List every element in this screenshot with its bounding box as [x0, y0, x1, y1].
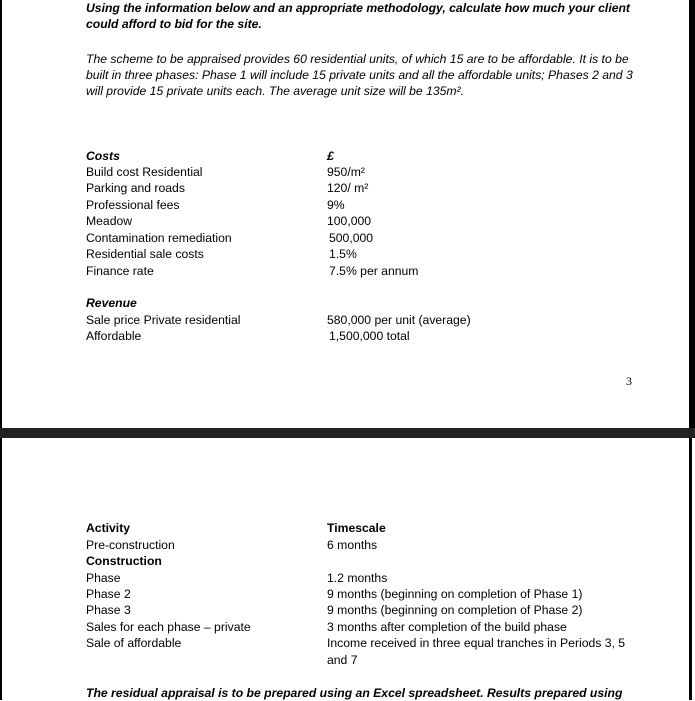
cost-value: 500,000 — [329, 231, 374, 245]
cost-label: Finance rate — [86, 264, 154, 278]
revenue-heading: Revenue — [86, 296, 137, 310]
cost-label: Residential sale costs — [86, 247, 204, 261]
activity-label: Phase — [86, 571, 121, 585]
cost-value: 7.5% per annum — [329, 264, 419, 278]
cost-label: Professional fees — [86, 198, 180, 212]
activity-label: Pre-construction — [86, 538, 175, 552]
scheme-line-2: built in three phases: Phase 1 will include 15 private units and all the affordable units; Phases 2 and 3 — [86, 68, 633, 82]
cost-label: Build cost Residential — [86, 165, 203, 179]
activity-value-continuation: and 7 — [327, 653, 358, 667]
activity-value: 9 months (beginning on completion of Phase 2) — [327, 603, 583, 617]
costs-heading: Costs — [86, 149, 120, 163]
page-number: 3 — [626, 374, 632, 388]
activity-label: Sale of affordable — [86, 636, 182, 650]
revenue-value: 580,000 per unit (average) — [327, 313, 471, 327]
currency-symbol: £ — [327, 149, 334, 163]
activity-value: 3 months after completion of the build phase — [327, 620, 567, 634]
activity-label: Sales for each phase – private — [86, 620, 251, 634]
revenue-label: Affordable — [86, 329, 142, 343]
question-line-1: Using the information below and an appropriate methodology, calculate how much your client — [86, 1, 630, 15]
scheme-line-1: The scheme to be appraised provides 60 residential units, of which 15 are to be affordable. It is to be — [86, 52, 629, 66]
activity-value: 1.2 months — [327, 571, 388, 585]
revenue-value: 1,500,000 total — [329, 329, 410, 343]
cost-label: Parking and roads — [86, 181, 185, 195]
cost-value: 950/m² — [327, 165, 365, 179]
page-separator — [0, 428, 695, 438]
timescale-heading: Timescale — [327, 521, 386, 535]
cost-label: Contamination remediation — [86, 231, 232, 245]
question-line-2: could afford to bid for the site. — [86, 17, 262, 31]
right-border — [689, 0, 695, 437]
cost-value: 100,000 — [327, 214, 372, 228]
cost-value: 1.5% — [329, 247, 357, 261]
cost-value: 9% — [327, 198, 345, 212]
activity-label: Phase 3 — [86, 603, 131, 617]
cost-label: Meadow — [86, 214, 133, 228]
revenue-label: Sale price Private residential — [86, 313, 241, 327]
construction-heading: Construction — [86, 554, 162, 568]
left-border — [0, 0, 2, 700]
activity-value: Income received in three equal tranches in Periods 3, 5 — [327, 636, 626, 650]
activity-value: 6 months — [327, 538, 378, 552]
activity-value: 9 months (beginning on completion of Phase 1) — [327, 587, 583, 601]
activity-label: Phase 2 — [86, 587, 131, 601]
scheme-line-3: will provide 15 private units each. The average unit size will be 135m². — [86, 84, 465, 98]
activity-heading: Activity — [86, 521, 131, 535]
footer-instruction: The residual appraisal is to be prepared using an Excel spreadsheet. Results prepared using — [86, 686, 623, 700]
right-border-lower — [689, 437, 692, 700]
cost-value: 120/ m² — [327, 181, 369, 195]
